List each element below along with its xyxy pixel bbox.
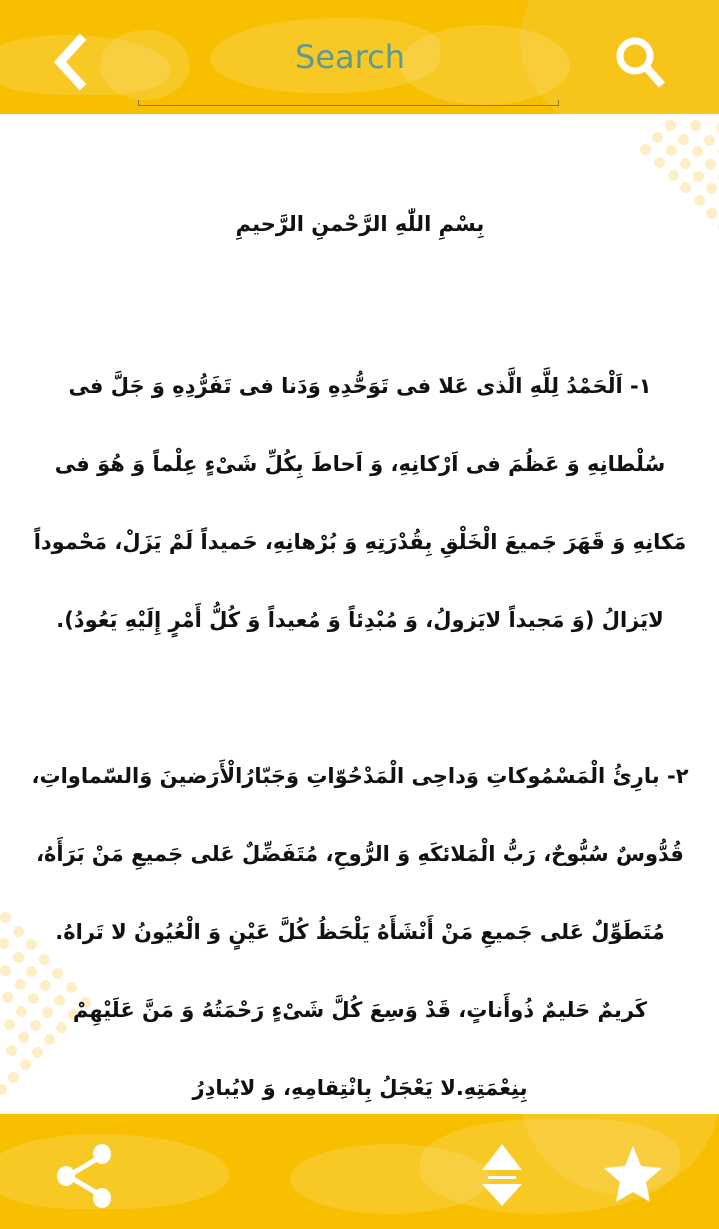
search-button[interactable]	[612, 34, 670, 92]
chevron-left-icon	[44, 30, 100, 92]
favorite-button[interactable]	[602, 1144, 664, 1206]
auto-scroll-button[interactable]	[478, 1142, 526, 1208]
paragraph-2: ٢- بارِئُ الْمَسْمُوكاتِ وَداحِى الْمَدْحُوّاتِ وَجَبّارُالْأَرَضينَ وَالسّماواتِ، قُدُّوسٌ سُبُّوحٌ، رَبُّ الْمَلائكَهِ وَ الرُّوحِ، مُتَفَضِّلٌ عَلى جَميعِ مَنْ بَرَأَهُ، مُتَطَوِّلٌ عَلى جَميعِ مَنْ أَنْشَأَهُ يَلْحَظُ كُلَّ عَيْنٍ وَ الْعُيُونُ لا تَراهُ. كَريمٌ حَليمٌ ذُوأَناتٍ، قَدْ وَسِعَ كُلَّ شَىْءٍ رَحْمَتُهُ وَ مَنَّ عَلَيْهِمْ بِنِعْمَتِهِ.لا يَعْجَلُ بِانْتِقامِهِ، وَ لايُبادِرُ	[31, 764, 689, 1100]
top-app-bar	[0, 0, 719, 114]
prayer-text-view[interactable]	[0, 114, 719, 1114]
paragraph-1: ١- اَلْحَمْدُ لِلَّهِ الَّذى عَلا فى تَوَحُّدِهِ وَدَنا فى تَفَرُّدِهِ وَ جَلَّ فى سُلْطانِهِ وَ عَظُمَ فى اَرْكانِهِ، وَ اَحاطَ بِكُلِّ شَىْءٍ عِلْماً وَ هُوَ فى مَكانِهِ وَ قَهَرَ جَميعَ الْخَلْقِ بِقُدْرَتِهِ وَ بُرْهانِهِ، حَميداً لَمْ يَزَلْ، مَحْموداً لايَزالُ (وَ مَجيداً لايَزولُ، وَ مُبْدِئاً وَ مُعيداً وَ كُلُّ أَمْرٍ إِلَيْهِ يَعُودُ).	[33, 374, 687, 632]
share-button[interactable]	[54, 1144, 118, 1208]
back-button[interactable]	[44, 30, 100, 92]
search-underline	[138, 100, 559, 106]
scroll-up-down-icon	[478, 1142, 526, 1208]
star-icon	[602, 1144, 664, 1206]
bismillah-heading: بِسْمِ اللّٰهِ الرَّحْمنِ الرَّحيمِ	[235, 212, 485, 236]
magnifier-icon	[612, 34, 670, 92]
search-field[interactable]	[138, 22, 560, 108]
bottom-toolbar	[0, 1114, 719, 1229]
share-icon	[54, 1144, 118, 1208]
search-input[interactable]	[138, 32, 562, 82]
